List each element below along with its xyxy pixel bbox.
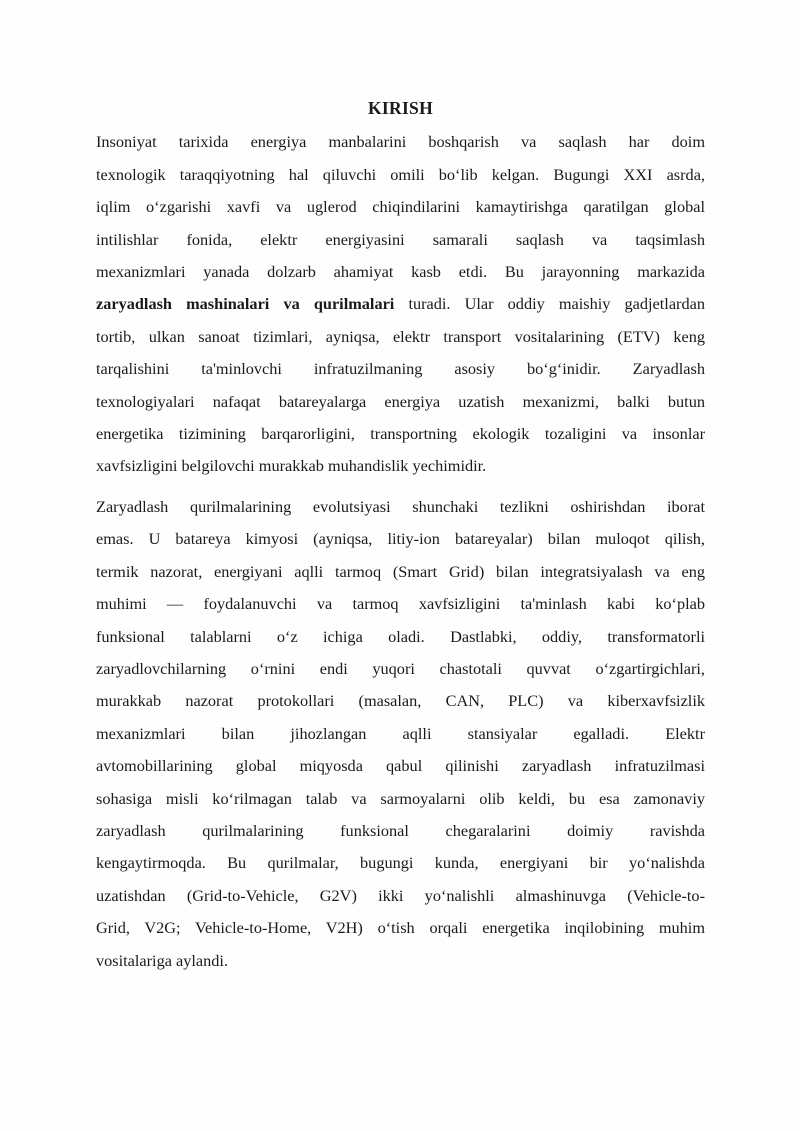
text-line [96,256,705,288]
text-segment: uzatishdan (Grid-to-Vehicle, G2V) ikki yo‘nalishli almashinuvga (Vehicle-to- [96,885,705,905]
text-segment: Zaryadlash qurilmalarining evolutsiyasi shunchaki tezlikni oshirishdan iborat [96,496,705,516]
text-segment: texnologik taraqqiyotning hal qiluvchi omili bo‘lib kelgan. Bugungi XXI asrda, [96,164,705,184]
text-line [96,718,705,750]
text-line [96,386,705,418]
text-line [96,815,705,847]
text-segment: iqlim o‘zgarishi xavfi va uglerod chiqindilarini kamaytirishga qaratilgan global [96,197,705,217]
text-line [96,159,705,191]
text-line [96,588,705,620]
text-segment: kengaytirmoqda. Bu qurilmalar, bugungi kunda, energiyani bir yo‘nalishda [96,853,705,873]
text-line [96,945,705,977]
text-line [96,653,705,685]
text-line [96,685,705,717]
text-segment: tortib, ulkan sanoat tizimlari, ayniqsa, elektr transport vositalarining (ETV) keng [96,326,705,346]
text-line [96,418,705,450]
text-line [96,912,705,944]
document-body [96,126,705,977]
text-segment: mexanizmlari bilan jihozlangan aqlli stansiyalar egalladi. Elektr [96,723,705,743]
text-line [96,288,705,320]
text-line [96,450,705,482]
text-segment: muhimi — foydalanuvchi va tarmoq xavfsizligini ta'minlash kabi ko‘plab [96,594,705,614]
text-segment: avtomobillarining global miqyosda qabul qilinishi zaryadlash infratuzilmasi [96,756,705,776]
text-segment: intilishlar fonida, elektr energiyasini samarali saqlash va taqsimlash [96,229,705,249]
text-line [96,750,705,782]
paragraph [96,126,705,482]
document-content [96,92,705,985]
text-segment: zaryadlovchilarning o‘rnini endi yuqori chastotali quvvat o‘zgartirgichlari, [96,658,705,678]
text-line [96,783,705,815]
text-segment: murakkab nazorat protokollari (masalan, CAN, PLC) va kiberxavfsizlik [96,691,705,711]
text-segment: Grid, V2G; Vehicle-to-Home, V2H) o‘tish orqali energetika inqilobining muhim [96,918,705,938]
text-line [96,191,705,223]
text-line [96,621,705,653]
text-line [96,847,705,879]
document-title: KIRISH [367,98,433,118]
text-segment: turadi. Ular oddiy maishiy gadjetlardan [394,294,705,314]
text-line [96,321,705,353]
text-line [96,353,705,385]
text-segment: sohasiga misli ko‘rilmagan talab va sarmoyalarni olib keldi, bu esa zamonaviy [96,788,705,808]
text-segment: funksional talablarni o‘z ichiga oladi. Dastlabki, oddiy, transformatorli [96,626,705,646]
text-segment: emas. U batareya kimyosi (ayniqsa, litiy-ion batareyalar) bilan muloqot qilish, [96,529,705,549]
text-segment: termik nazorat, energiyani aqlli tarmoq (Smart Grid) bilan integratsiyalash va eng [96,561,705,581]
text-segment: xavfsizligini belgilovchi murakkab muhandislik yechimidir. [96,456,487,476]
text-line [96,880,705,912]
text-segment: tarqalishini ta'minlovchi infratuzilmaning asosiy bo‘g‘inidir. Zaryadlash [96,359,705,379]
text-segment: vositalariga aylandi. [96,950,229,970]
text-segment: Insoniyat tarixida energiya manbalarini boshqarish va saqlash har doim [96,132,705,152]
text-line [96,491,705,523]
paragraph [96,491,705,977]
text-segment: mexanizmlari yanada dolzarb ahamiyat kasb etdi. Bu jarayonning markazida [96,262,705,282]
text-segment: energetika tizimining barqarorligini, transportning ekologik tozaligini va insonlar [96,424,705,444]
text-line [96,126,705,158]
text-line [96,523,705,555]
text-line [96,556,705,588]
text-segment: texnologiyalari nafaqat batareyalarga energiya uzatish mexanizmi, balki butun [96,391,705,411]
text-line [96,224,705,256]
text-segment: zaryadlash qurilmalarining funksional chegaralarini doimiy ravishda [96,820,705,840]
bold-text-segment: zaryadlash mashinalari va qurilmalari [96,294,395,314]
